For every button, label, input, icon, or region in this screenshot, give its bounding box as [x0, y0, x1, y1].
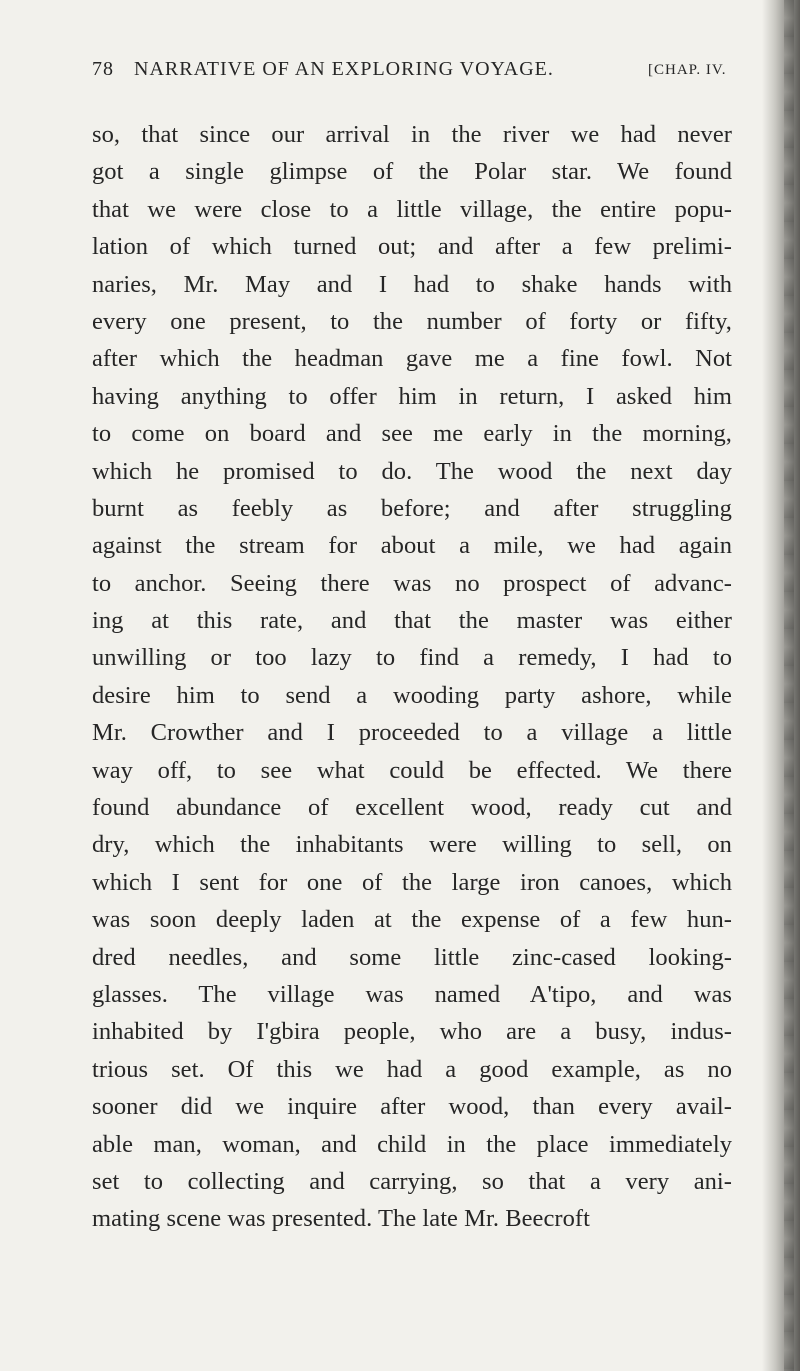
text-line: dred needles, and some little zinc-cased looking- — [92, 943, 732, 971]
text-line: every one present, to the number of forty or fifty, — [92, 307, 732, 335]
text-line: which he promised to do. The wood the next day — [92, 457, 732, 485]
text-line: against the stream for about a mile, we had again — [92, 532, 732, 560]
text-line: set to collecting and carrying, so that a very ani- — [92, 1167, 732, 1195]
running-title: NARRATIVE OF AN EXPLORING VOYAGE. — [134, 58, 554, 80]
text-line: which I sent for one of the large iron canoes, which — [92, 868, 732, 896]
text-line: to anchor. Seeing there was no prospect of advanc- — [92, 569, 732, 597]
text-line: lation of which turned out; and after a few prelimi- — [92, 233, 732, 261]
text-line: burnt as feebly as before; and after struggling — [92, 494, 732, 522]
text-line: having anything to offer him in return, I asked him — [92, 382, 732, 410]
text-line: dry, which the inhabitants were willing to sell, on — [92, 831, 732, 859]
text-line: so, that since our arrival in the river we had never — [92, 121, 732, 148]
body-text — [92, 116, 732, 1238]
text-line: mating scene was presented. The late Mr. Beecroft — [92, 1205, 590, 1233]
text-line: trious set. Of this we had a good example, as no — [92, 1055, 732, 1083]
page-header — [92, 58, 732, 88]
text-line: inhabited by I'gbira people, who are a busy, indus- — [92, 1018, 732, 1046]
text-line: got a single glimpse of the Polar star. We found — [92, 158, 732, 186]
page-binding-shadow — [762, 0, 800, 1371]
chapter-reference: [CHAP. IV. — [648, 62, 727, 78]
text-line: sooner did we inquire after wood, than every avail- — [92, 1093, 732, 1121]
text-line: naries, Mr. May and I had to shake hands with — [92, 270, 732, 298]
text-line: was soon deeply laden at the expense of a few hun- — [92, 906, 732, 934]
text-line: desire him to send a wooding party ashore, while — [92, 681, 732, 709]
text-line: that we were close to a little village, the entire popu- — [92, 195, 732, 223]
text-line: after which the headman gave me a fine fowl. Not — [92, 345, 732, 373]
text-line: glasses. The village was named A'tipo, and was — [92, 980, 732, 1008]
page-number: 78 — [92, 58, 114, 80]
text-line: ing at this rate, and that the master was either — [92, 607, 732, 635]
text-line: to come on board and see me early in the morning, — [92, 420, 732, 448]
text-line: unwilling or too lazy to find a remedy, I had to — [92, 644, 732, 672]
text-line: found abundance of excellent wood, ready cut and — [92, 794, 732, 822]
text-line: way off, to see what could be effected. We there — [92, 756, 732, 784]
text-line: able man, woman, and child in the place immediately — [92, 1130, 732, 1158]
binding-texture — [784, 0, 794, 1371]
text-line: Mr. Crowther and I proceeded to a village a little — [92, 719, 732, 747]
